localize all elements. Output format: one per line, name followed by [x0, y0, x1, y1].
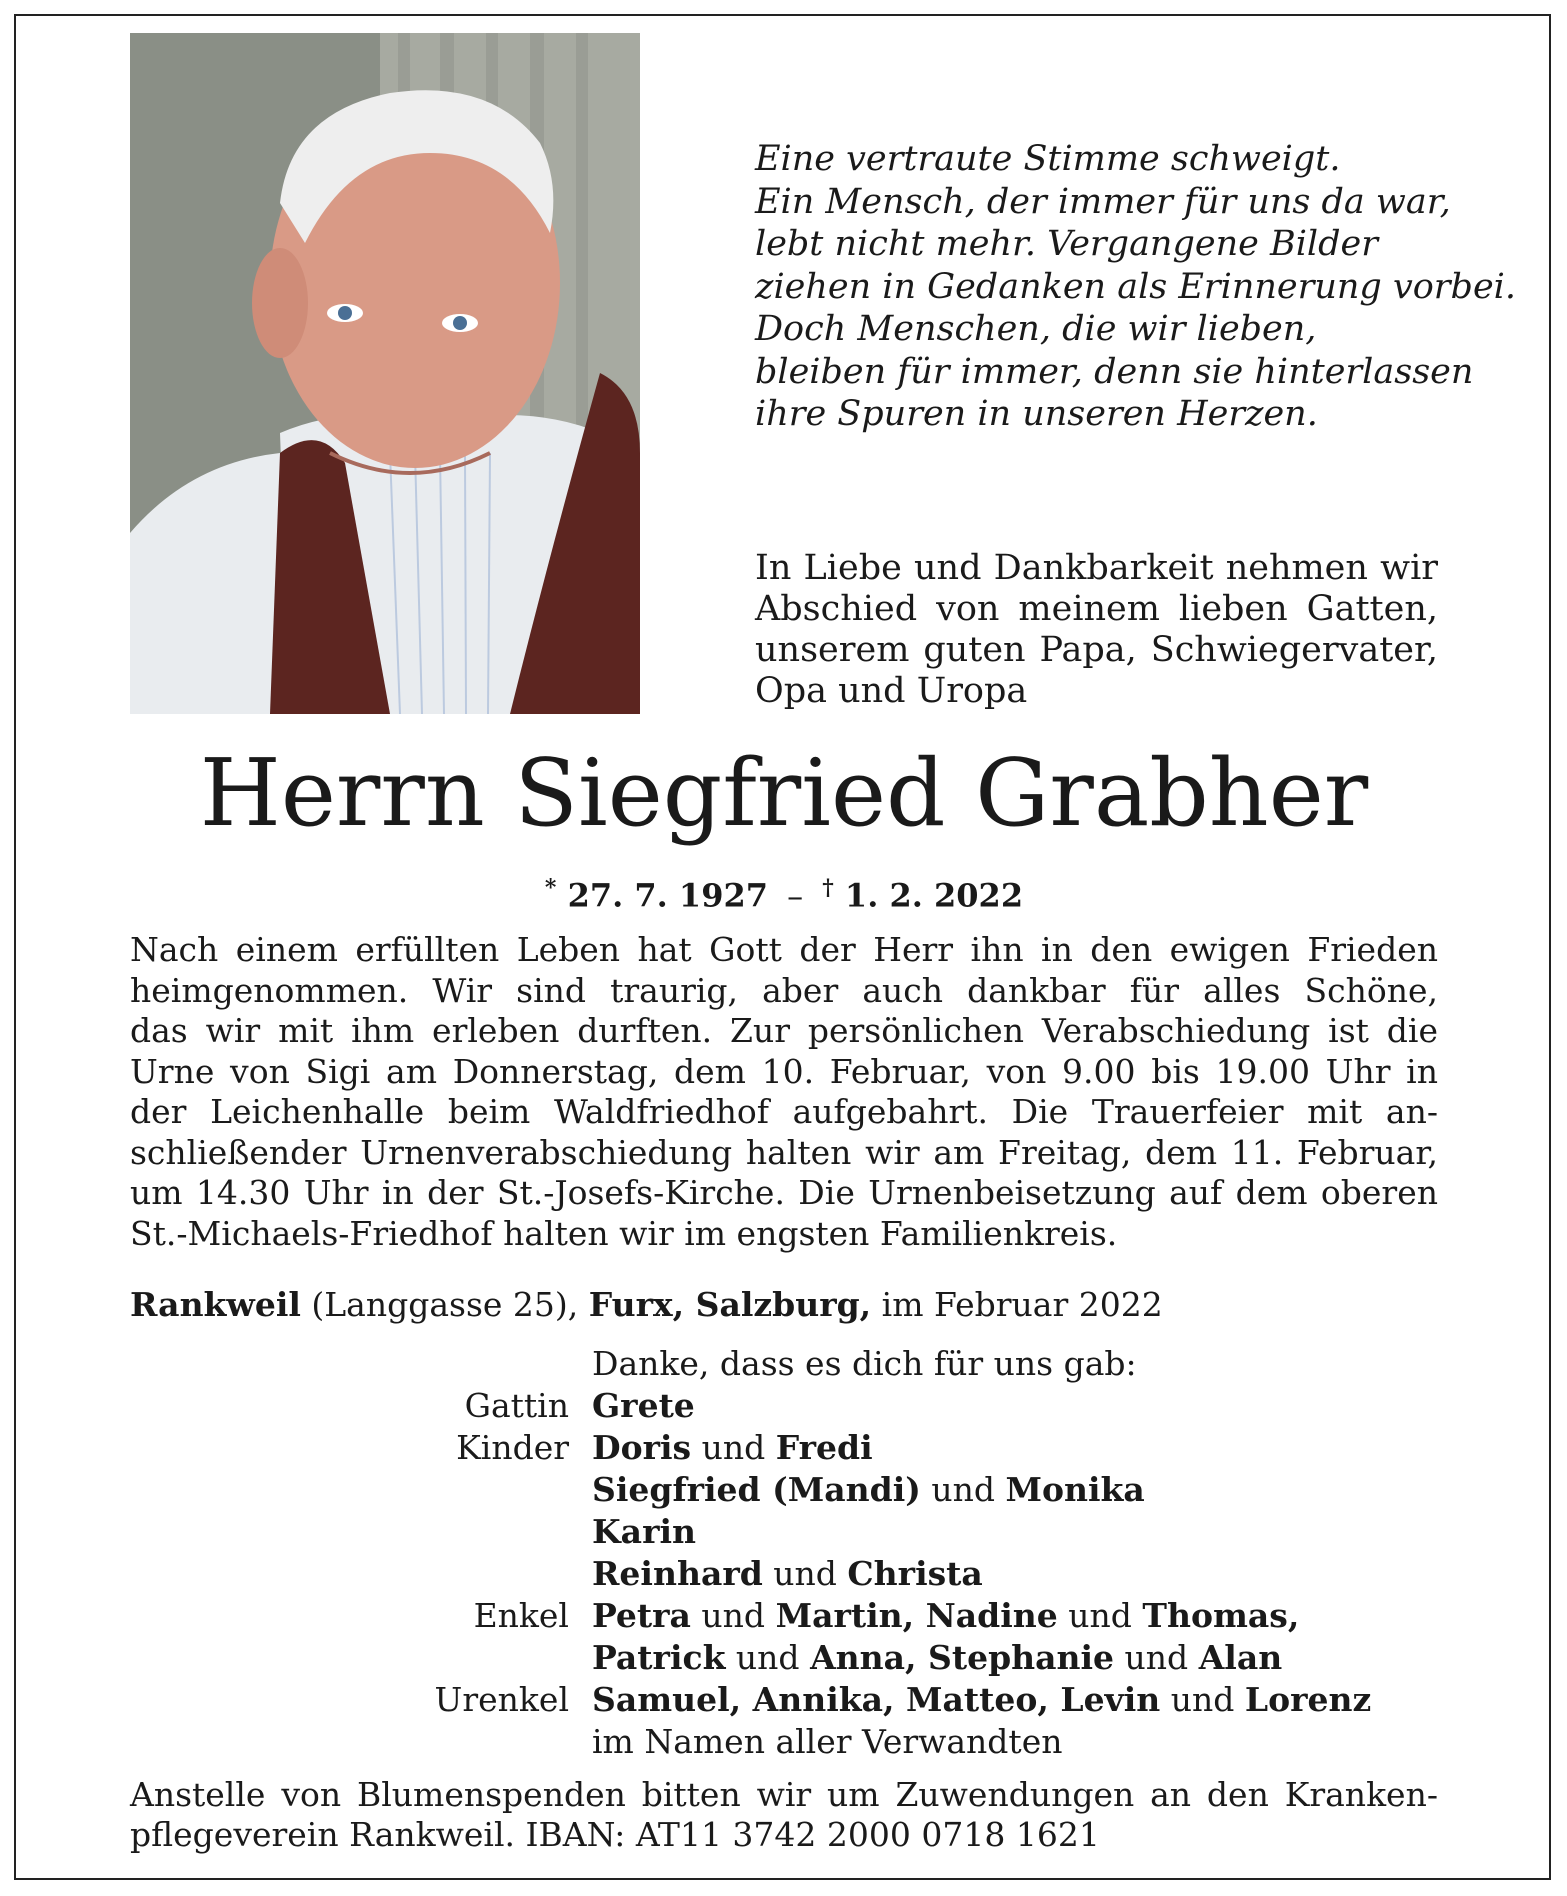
intro-line: Abschied von meinem lieben Gatten, [755, 589, 1438, 629]
place-cities: Furx, Salzburg, [588, 1285, 872, 1324]
grandchildren-label: Enkel [473, 1596, 569, 1635]
place-and-date [130, 1285, 1438, 1325]
body-line: Urne von Sigi am Donnerstag, dem 10. Februar, von 9.00 bis 19.00 Uhr in [130, 1051, 1438, 1091]
children-row: Reinhard und Christa [592, 1554, 983, 1593]
life-dates [130, 868, 1438, 916]
children-row: Siegfried (Mandi) und Monika [592, 1470, 1145, 1509]
relatives-line: im Namen aller Verwandten [592, 1722, 1063, 1761]
farewell-intro [755, 548, 1438, 712]
intro-line: Opa und Uropa [755, 671, 1028, 711]
poem-line: Eine vertraute Stimme schweigt. [755, 139, 1341, 179]
greatgrandchildren-row: Samuel, Annika, Matteo, Levin und Lorenz [592, 1680, 1372, 1719]
poem-line: Doch Menschen, die wir lieben, [755, 309, 1317, 349]
announcement-text [130, 930, 1438, 1254]
body-line: heimgenommen. Wir sind traurig, aber auch dankbar für alles Schöne, [130, 970, 1438, 1010]
children-row: Karin [592, 1512, 696, 1551]
poem-line: ihre Spuren in unseren Herzen. [755, 394, 1318, 434]
body-line: schließender Urnenverabschiedung halten wir am Freitag, dem 11. Februar, [130, 1132, 1438, 1172]
children-label: Kinder [456, 1428, 569, 1467]
spouse-label: Gattin [464, 1386, 569, 1425]
closing-line: Anstelle von Blumenspenden bitten wir um Zuwendungen an den Kranken- [130, 1775, 1438, 1814]
children-row: Doris und Fredi [592, 1428, 873, 1467]
grandchildren-row: Patrick und Anna, Stephanie und Alan [592, 1638, 1283, 1677]
birth-mark: * [544, 875, 557, 901]
body-line: der Leichenhalle beim Waldfriedhof aufgebahrt. Die Trauerfeier mit an- [130, 1092, 1438, 1131]
poem-line: bleiben für immer, denn sie hinterlassen [755, 351, 1474, 392]
body-line: um 14.30 Uhr in der St.-Josefs-Kirche. Die Urnenbeisetzung auf dem oberen [130, 1173, 1438, 1212]
place-address: (Langgasse 25), [300, 1285, 589, 1324]
death-date: 1. 2. 2022 [844, 876, 1024, 915]
poem-line: ziehen in Gedanken als Erinnerung vorbei. [755, 266, 1516, 307]
poem-line: Ein Mensch, der immer für uns da war, [755, 181, 1451, 222]
deceased-name: Herrn Siegfried Grabher [199, 739, 1369, 847]
greatgrandchildren-label: Urenkel [434, 1680, 569, 1719]
place-city: Rankweil [130, 1285, 301, 1324]
birth-date: 27. 7. 1927 [567, 876, 768, 915]
portrait-photo [130, 33, 640, 714]
closing-line: pflegeverein Rankweil. IBAN: AT11 3742 2000 0718 1621 [130, 1815, 1100, 1854]
place-date: im Februar 2022 [871, 1285, 1163, 1324]
grandchildren-row: Petra und Martin, Nadine und Thomas, [592, 1596, 1300, 1635]
donation-request [130, 1775, 1438, 1855]
memorial-poem [755, 138, 1516, 436]
intro-line: In Liebe und Dankbarkeit nehmen wir [755, 548, 1438, 588]
body-line: St.-Michaels-Friedhof halten wir im engsten Familienkreis. [130, 1213, 1118, 1253]
mourners-list [130, 1343, 1438, 1763]
date-separator: – [787, 876, 804, 915]
death-mark: † [822, 875, 834, 901]
poem-line: lebt nicht mehr. Vergangene Bilder [755, 224, 1378, 264]
spouse-name: Grete [592, 1386, 695, 1425]
body-line: Nach einem erfüllten Leben hat Gott der Herr ihn in den ewigen Frieden [130, 930, 1438, 969]
intro-line: unserem guten Papa, Schwiegervater, [755, 630, 1438, 670]
body-line: das wir mit ihm erleben durften. Zur persönlichen Verabschiedung ist die [130, 1011, 1438, 1050]
thanks-line: Danke, dass es dich für uns gab: [592, 1344, 1137, 1383]
